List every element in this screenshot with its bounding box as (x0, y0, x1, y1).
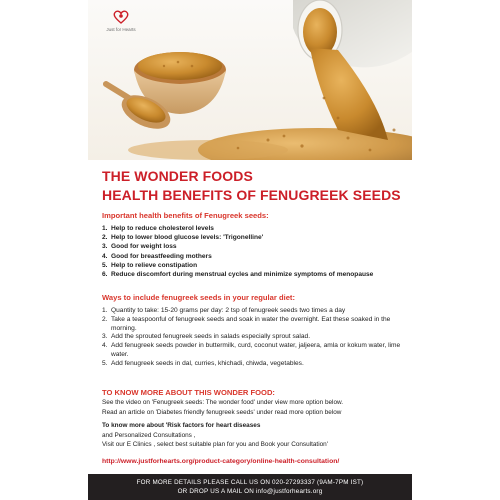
heading-line-2: HEALTH BENEFITS OF FENUGREEK SEEDS (102, 187, 401, 203)
jar-illustration (293, 0, 412, 67)
ways-list (102, 307, 402, 369)
list-item: 1. Help to reduce cholesterol levels (102, 225, 214, 232)
heading-line-1: THE WONDER FOODS (102, 168, 253, 184)
risk-consultations: and Personalized Consultations , (102, 431, 196, 439)
list-item: 2. Help to lower blood glucose levels: 'Trigonelline' (102, 234, 264, 242)
list-item: 3. Good for weight loss (102, 243, 177, 251)
heart-logo-icon (112, 8, 130, 26)
ways-title: Ways to include fenugreek seeds in your regular diet: (102, 293, 295, 302)
know-more-title: TO KNOW MORE ABOUT THIS WONDER FOOD: (102, 388, 275, 397)
article-info: Read an article on 'Diabetes friendly fenugreek seeds' under read more option below (102, 408, 342, 416)
list-item: 4. Good for breastfeeding mothers (102, 252, 212, 260)
list-item: 1. Quantity to take: 15-20 grams per day: 2 tsp of fenugreek seeds two times a day (102, 307, 346, 314)
hero-image (88, 0, 412, 160)
poster (88, 0, 412, 500)
risk-text (102, 421, 402, 450)
footer-email: OR DROP US A MAIL ON info@justforhearts.org (177, 488, 323, 495)
footer-phone: FOR MORE DETAILS PLEASE CALL US ON 020-27293337 (9AM-7PM IST) (136, 479, 364, 486)
list-item: 3. Add the sprouted fenugreek seeds in salads especially sprout salad. (102, 333, 311, 341)
risk-title: To know more about 'Risk factors for heart diseases (102, 422, 261, 429)
logo[interactable] (98, 8, 144, 38)
benefits-list (102, 224, 402, 279)
consultation-link[interactable]: http://www.justforhearts.org/product-category/online-health-consultation/ (102, 458, 340, 465)
know-more-text (102, 398, 402, 417)
footer (88, 474, 412, 500)
video-info: See the video on 'Fenugreek seeds: The wonder food' under view more option below. (102, 399, 344, 406)
list-item: 5. Add fenugreek seeds in dal, curries, khichadi, chiwda, vegetables. (102, 359, 304, 367)
risk-visit: Visit our E Clinics , select best suitable plan for you and Book your Consultation' (102, 441, 328, 449)
list-item: 4. Add fenugreek seeds powder in buttermilk, curd, coconut water, jaljeera, amla or kokum water, lime water. (102, 342, 401, 358)
list-item: 2. Take a teaspoonful of fenugreek seeds and soak in water the overnight. Eat these soaked in the morning. (102, 315, 391, 332)
benefits-title: Important health benefits of Fenugreek seeds: (102, 211, 269, 220)
logo-text: Just for Hearts (106, 27, 136, 32)
list-item: 6. Reduce discomfort during menstrual cycles and minimize symptoms of menopause (102, 271, 374, 279)
list-item: 5. Help to relieve constipation (102, 261, 198, 269)
